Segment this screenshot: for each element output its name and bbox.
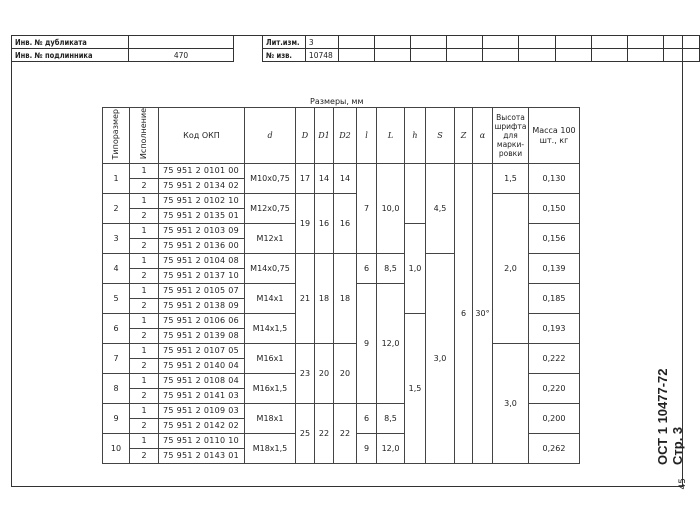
okp-code-cell: 75 951 2 0135 01 xyxy=(159,209,245,224)
exec-cell: 2 xyxy=(130,389,159,404)
mass-cell: 0,150 xyxy=(529,194,580,224)
dim-D1-cell: 20 xyxy=(315,344,334,404)
thread-d-cell: M12x1 xyxy=(245,224,296,254)
dim-h-cell: 1,0 xyxy=(405,224,426,314)
orig-label: Инв. № подлинника xyxy=(12,49,129,62)
dim-f-cell: 1,5 xyxy=(493,164,529,194)
header-exec: Исполнение xyxy=(130,108,159,164)
mass-cell: 0,262 xyxy=(529,434,580,464)
dim-D1-cell: 16 xyxy=(315,194,334,254)
dim-a-cell: 30° xyxy=(473,164,493,464)
thread-d-cell: M18x1 xyxy=(245,404,296,434)
exec-cell: 2 xyxy=(130,209,159,224)
mass-cell: 0,156 xyxy=(529,224,580,254)
exec-cell: 2 xyxy=(130,419,159,434)
dim-f-cell: 3,0 xyxy=(493,344,529,464)
page-number: 45 xyxy=(678,478,688,490)
okp-code-cell: 75 951 2 0136 00 xyxy=(159,239,245,254)
thread-d-cell: M14x0,75 xyxy=(245,254,296,284)
dup-label: Инв. № дубликата xyxy=(12,36,129,49)
size-cell: 6 xyxy=(103,314,130,344)
dim-L-cell: 12,0 xyxy=(377,434,405,464)
dim-S-cell: 3,0 xyxy=(426,254,455,464)
dim-D1-cell: 18 xyxy=(315,254,334,344)
header-S: S xyxy=(426,108,455,164)
exec-cell: 2 xyxy=(130,179,159,194)
thread-d-cell: M10x0,75 xyxy=(245,164,296,194)
exec-cell: 2 xyxy=(130,449,159,464)
header-size: Типоразмер xyxy=(103,108,130,164)
lit-value: 3 xyxy=(305,36,338,49)
dimensions-table xyxy=(102,107,580,464)
thread-d-cell: M16x1 xyxy=(245,344,296,374)
exec-cell: 1 xyxy=(130,434,159,449)
thread-d-cell: M18x1,5 xyxy=(245,434,296,464)
size-cell: 8 xyxy=(103,374,130,404)
size-cell: 4 xyxy=(103,254,130,284)
exec-cell: 1 xyxy=(130,284,159,299)
size-cell: 5 xyxy=(103,284,130,314)
exec-cell: 2 xyxy=(130,269,159,284)
okp-code-cell: 75 951 2 0109 03 xyxy=(159,404,245,419)
dim-L-cell: 10,0 xyxy=(377,164,405,254)
okp-code-cell: 75 951 2 0102 10 xyxy=(159,194,245,209)
dim-D-cell: 25 xyxy=(296,404,315,464)
thread-d-cell: M12x0,75 xyxy=(245,194,296,224)
exec-cell: 2 xyxy=(130,239,159,254)
okp-code-cell: 75 951 2 0137 10 xyxy=(159,269,245,284)
dim-D1-cell: 22 xyxy=(315,404,334,464)
okp-code-cell: 75 951 2 0134 02 xyxy=(159,179,245,194)
okp-code-cell: 75 951 2 0139 08 xyxy=(159,329,245,344)
table-caption: Размеры, мм xyxy=(310,97,364,106)
dim-D-cell: 23 xyxy=(296,344,315,404)
exec-cell: 1 xyxy=(130,254,159,269)
size-cell: 10 xyxy=(103,434,130,464)
thread-d-cell: M14x1,5 xyxy=(245,314,296,344)
dup-value xyxy=(129,36,234,49)
dim-l-cell: 6 xyxy=(357,404,377,434)
header-code: Код ОКП xyxy=(159,108,245,164)
inventory-header xyxy=(11,35,234,62)
header-D2: D2 xyxy=(334,108,357,164)
dim-D-cell: 19 xyxy=(296,194,315,254)
okp-code-cell: 75 951 2 0110 10 xyxy=(159,434,245,449)
exec-cell: 2 xyxy=(130,359,159,374)
okp-code-cell: 75 951 2 0138 09 xyxy=(159,299,245,314)
dim-l-cell: 9 xyxy=(357,284,377,404)
dim-L-cell: 12,0 xyxy=(377,284,405,404)
okp-code-cell: 75 951 2 0107 05 xyxy=(159,344,245,359)
mass-cell: 0,139 xyxy=(529,254,580,284)
dim-l-cell: 6 xyxy=(357,254,377,284)
okp-code-cell: 75 951 2 0143 01 xyxy=(159,449,245,464)
header-L: L xyxy=(377,108,405,164)
exec-cell: 1 xyxy=(130,194,159,209)
izv-label: № изв. xyxy=(263,49,306,62)
okp-code-cell: 75 951 2 0101 00 xyxy=(159,164,245,179)
exec-cell: 1 xyxy=(130,374,159,389)
exec-cell: 1 xyxy=(130,404,159,419)
header-d: d xyxy=(245,108,296,164)
size-cell: 9 xyxy=(103,404,130,434)
izv-value: 10748 xyxy=(305,49,338,62)
dim-D2-cell: 22 xyxy=(334,404,357,464)
mass-cell: 0,185 xyxy=(529,284,580,314)
okp-code-cell: 75 951 2 0103 09 xyxy=(159,224,245,239)
dim-L-cell: 8,5 xyxy=(377,404,405,434)
dim-D1-cell: 14 xyxy=(315,164,334,194)
table-row xyxy=(103,194,580,209)
orig-value: 470 xyxy=(129,49,234,62)
header-Z: Z xyxy=(455,108,473,164)
exec-cell: 1 xyxy=(130,314,159,329)
size-cell: 2 xyxy=(103,194,130,224)
header-h: h xyxy=(405,108,426,164)
mass-cell: 0,220 xyxy=(529,374,580,404)
header-font-height: Высота шрифта для марки-ровки xyxy=(493,108,529,164)
dim-D2-cell: 14 xyxy=(334,164,357,194)
table-row xyxy=(103,344,580,359)
okp-code-cell: 75 951 2 0106 06 xyxy=(159,314,245,329)
okp-code-cell: 75 951 2 0105 07 xyxy=(159,284,245,299)
lit-label: Лит.изм. xyxy=(263,36,306,49)
size-cell: 3 xyxy=(103,224,130,254)
mass-cell: 0,222 xyxy=(529,344,580,374)
thread-d-cell: M16x1,5 xyxy=(245,374,296,404)
exec-cell: 2 xyxy=(130,329,159,344)
okp-code-cell: 75 951 2 0104 08 xyxy=(159,254,245,269)
header-D1: D1 xyxy=(315,108,334,164)
dim-D2-cell: 20 xyxy=(334,344,357,404)
dim-f-cell: 2,0 xyxy=(493,194,529,344)
dim-D2-cell: 18 xyxy=(334,254,357,344)
dim-D-cell: 17 xyxy=(296,164,315,194)
header-D: D xyxy=(296,108,315,164)
okp-code-cell: 75 951 2 0141 03 xyxy=(159,389,245,404)
dim-L-cell: 8,5 xyxy=(377,254,405,284)
dim-D2-cell: 16 xyxy=(334,194,357,254)
mass-cell: 0,130 xyxy=(529,164,580,194)
header-alpha: α xyxy=(473,108,493,164)
size-cell: 7 xyxy=(103,344,130,374)
okp-code-cell: 75 951 2 0140 04 xyxy=(159,359,245,374)
dim-S-cell: 4,5 xyxy=(426,164,455,254)
thread-d-cell: M14x1 xyxy=(245,284,296,314)
header-mass: Масса 100 шт., кг xyxy=(529,108,580,164)
table-row xyxy=(103,164,580,179)
okp-code-cell: 75 951 2 0142 02 xyxy=(159,419,245,434)
dim-h-cell xyxy=(405,164,426,224)
dim-D-cell: 21 xyxy=(296,254,315,344)
mass-cell: 0,200 xyxy=(529,404,580,434)
dim-h-cell: 1,5 xyxy=(405,314,426,464)
exec-cell: 1 xyxy=(130,344,159,359)
exec-cell: 1 xyxy=(130,164,159,179)
size-cell: 1 xyxy=(103,164,130,194)
standard-designation: ОСТ 1 10477-72 Стр. 3 xyxy=(655,368,685,465)
dim-l-cell: 7 xyxy=(357,164,377,254)
mass-cell: 0,193 xyxy=(529,314,580,344)
exec-cell: 2 xyxy=(130,299,159,314)
change-header xyxy=(262,35,700,62)
exec-cell: 1 xyxy=(130,224,159,239)
header-l: l xyxy=(357,108,377,164)
dim-l-cell: 9 xyxy=(357,434,377,464)
okp-code-cell: 75 951 2 0108 04 xyxy=(159,374,245,389)
dim-Z-cell: 6 xyxy=(455,164,473,464)
